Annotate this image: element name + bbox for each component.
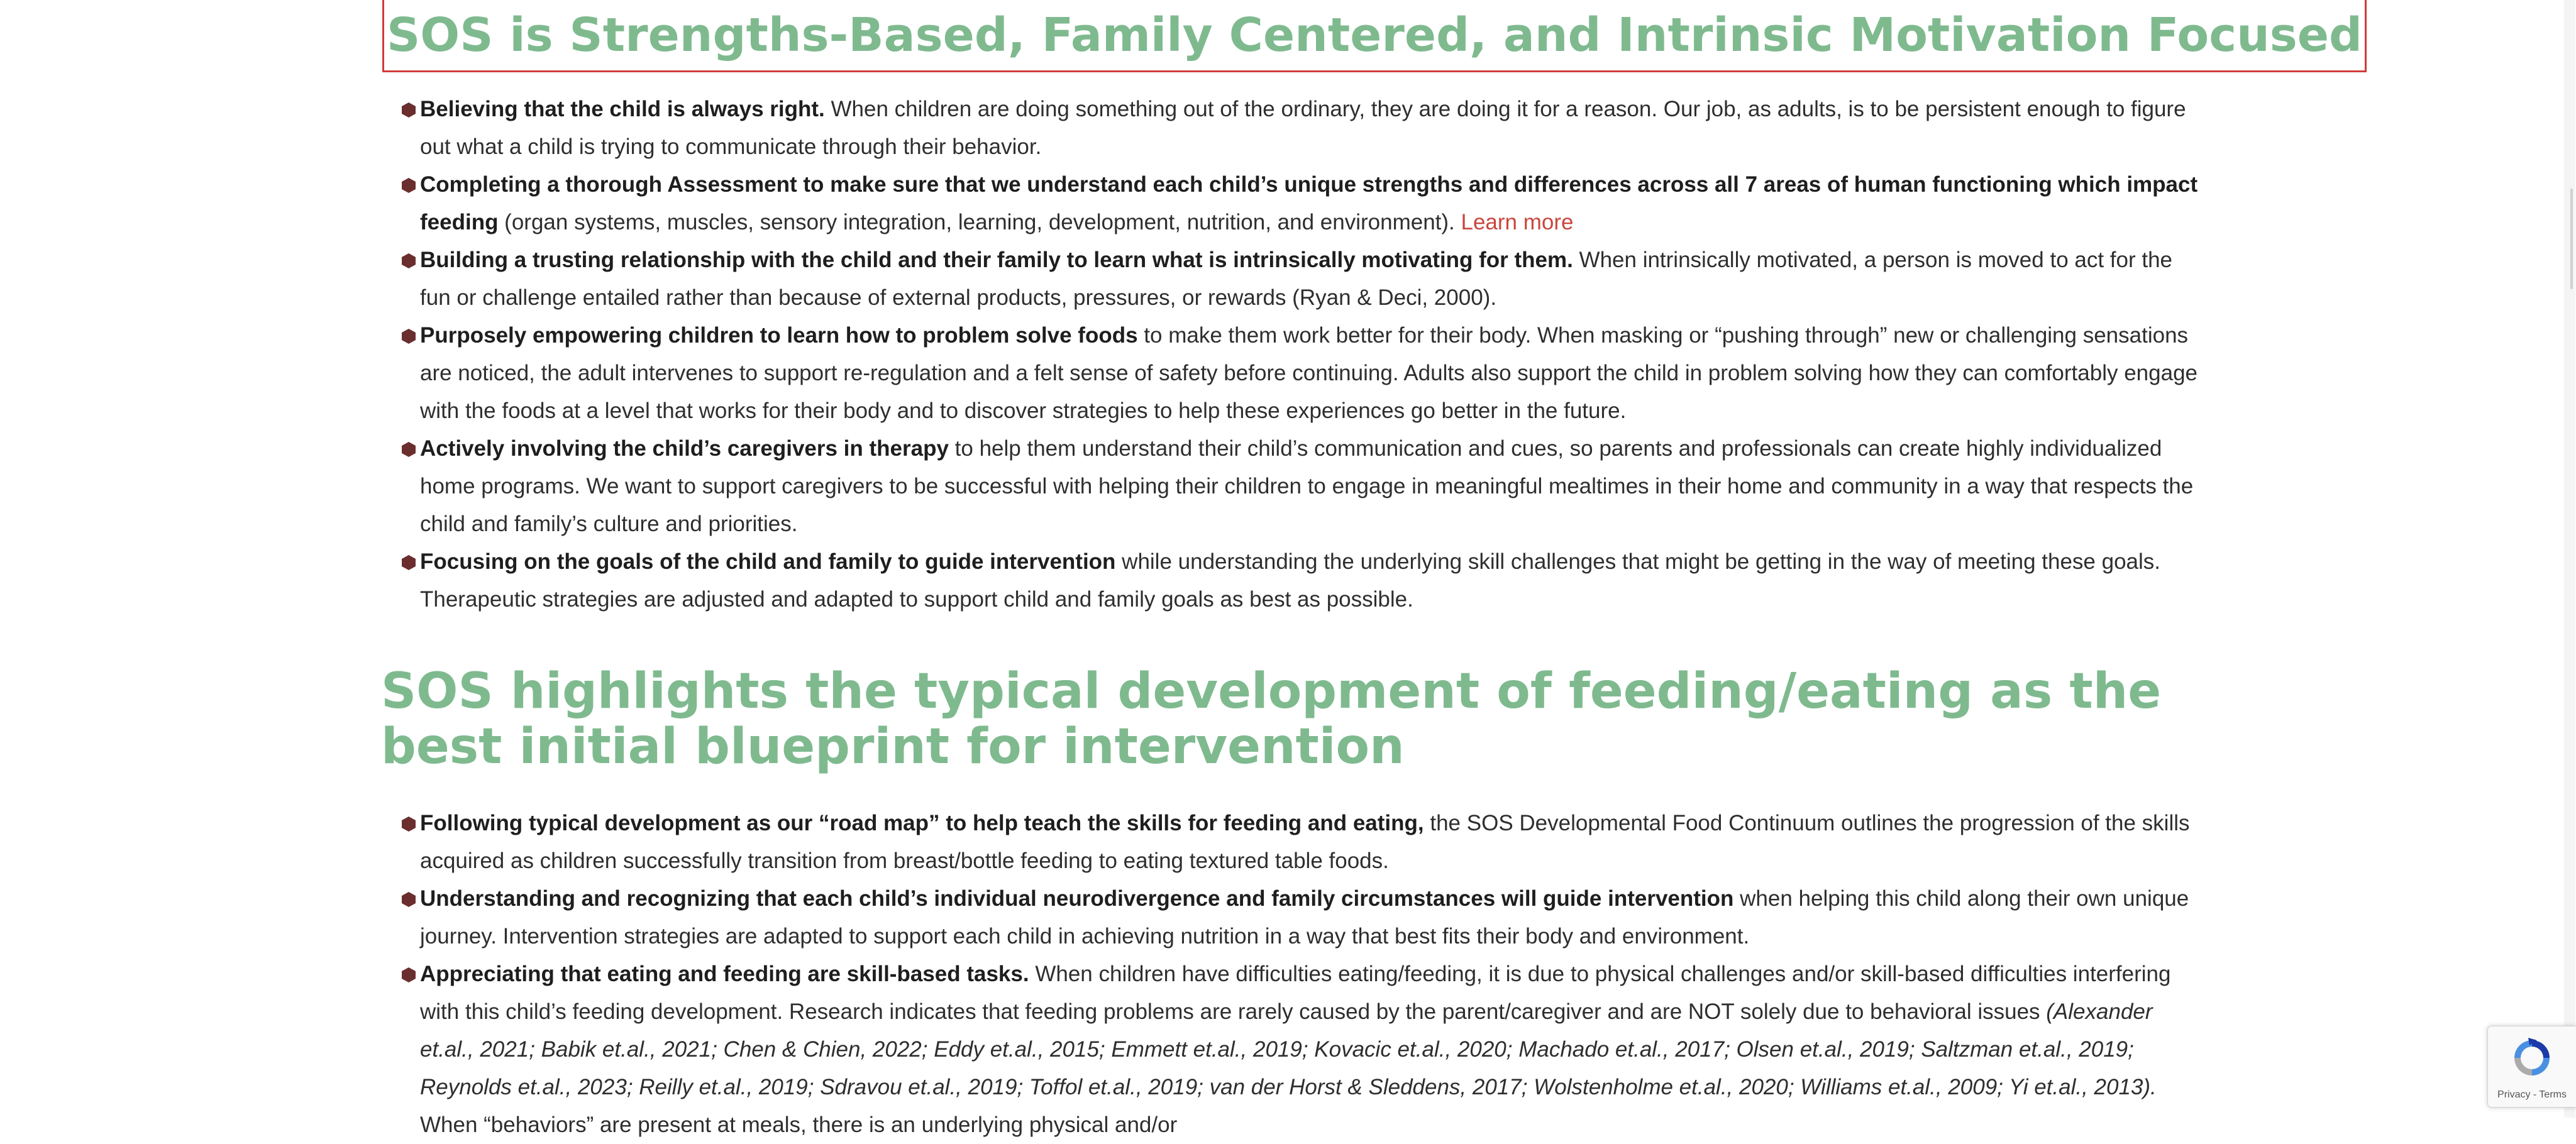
item-text: (organ systems, muscles, sensory integration, learning, development, nutrition, and environment).	[498, 210, 1461, 234]
section-2-list	[401, 805, 2198, 1144]
list-item	[401, 430, 2198, 543]
recaptcha-terms[interactable]: Privacy - Terms	[2497, 1089, 2567, 1100]
item-text: while understanding the underlying skill challenges that might be getting in the way of meeting these goals. Therapeutic strategies are adjusted and adapted to support child and family goals as best as possible.	[420, 549, 2161, 612]
hexagon-bullet-icon	[401, 102, 416, 118]
item-text: When children are doing something out of the ordinary, they are doing it for a reason. Our job, as adults, is to be persistent enough to figure out what a child is trying to communicate through their behavior.	[420, 97, 2186, 159]
item-text: When intrinsically motivated, a person is moved to act for the fun or challenge entailed rather than because of external products, pressures, or rewards (Ryan & Deci, 2000).	[420, 248, 2173, 310]
item-text: to help them understand their child’s communication and cues, so parents and professionals can create highly individualized home programs. We want to support caregivers to be successful with helping their children to engage in meaningful mealtimes in their home and community in a way that respects the child and family’s culture and priorities.	[420, 436, 2194, 536]
item-bold-text: Actively involving the child’s caregivers in therapy	[420, 436, 949, 461]
item-text: when helping this child along their own unique journey. Intervention strategies are adapted to support each child in achieving nutrition in a way that best fits their body and environment.	[420, 886, 2189, 949]
hexagon-bullet-icon	[401, 441, 416, 458]
list-item	[401, 805, 2198, 880]
item-text: to make them work better for their body. When masking or “pushing through” new or challenging sensations are noticed, the adult intervenes to support re-regulation and a felt sense of safety before continuing. Adults also support the child in problem solving how they can comfortably engage with the foods at a level that works for their body and to discover strategies to help these experiences go better in the future.	[420, 323, 2198, 423]
item-bold-text: Appreciating that eating and feeding are skill-based tasks.	[420, 962, 1029, 986]
scrollbar-thumb[interactable]	[2570, 189, 2573, 289]
section-1-list	[401, 91, 2198, 619]
hexagon-bullet-icon	[401, 816, 416, 832]
main-content	[381, 0, 2363, 1137]
section-2-heading: SOS highlights the typical development of feeding/eating as the best initial blueprint for intervention	[381, 663, 2162, 775]
list-item	[401, 166, 2198, 241]
item-text-tail: When “behaviors” are present at meals, there is an underlying physical and/or	[420, 1113, 1178, 1137]
hexagon-bullet-icon	[401, 891, 416, 908]
hexagon-bullet-icon	[401, 554, 416, 571]
list-item	[401, 955, 2198, 1144]
list-item	[401, 317, 2198, 430]
hexagon-bullet-icon	[401, 967, 416, 983]
item-bold-text: Following typical development as our “road map” to help teach the skills for feeding and eating,	[420, 811, 1424, 835]
list-item	[401, 241, 2198, 317]
item-bold-text: Building a trusting relationship with the child and their family to learn what is intrinsically motivating for them.	[420, 248, 1573, 272]
hexagon-bullet-icon	[401, 328, 416, 344]
item-citations: (Alexander et.al., 2021; Babik et.al., 2021; Chen & Chien, 2022; Eddy et.al., 2015; Emmett et.al., 2019; Kovacic et.al., 2020; Machado et.al., 2017; Olsen et.al., 2019; Saltzman et.al., 2019; Reynolds et.al., 2023; Reilly et.al., 2019; Sdravou et.al., 2019; Toffol et.al., 2019; van der Horst & Sleddens, 2017; Wolstenholme et.al., 2020; Williams et.al., 2009; Yi et.al., 2013).	[420, 999, 2157, 1099]
item-bold-text: Understanding and recognizing that each child’s individual neurodivergence and family circumstances will guide intervention	[420, 886, 1734, 911]
learn-more-link[interactable]: Learn more	[1461, 210, 1574, 234]
recaptcha-badge[interactable]	[2487, 1026, 2576, 1108]
item-bold-text: Completing a thorough Assessment to make sure that we understand each child’s unique strengths and differences across all 7 areas of human functioning which impact feeding	[420, 172, 2198, 234]
list-item	[401, 880, 2198, 955]
item-bold-text: Purposely empowering children to learn how to problem solve foods	[420, 323, 1138, 348]
item-bold-text: Believing that the child is always right.	[420, 97, 825, 121]
list-item	[401, 543, 2198, 619]
hexagon-bullet-icon	[401, 177, 416, 194]
hexagon-bullet-icon	[401, 253, 416, 269]
page-scrollbar[interactable]	[2564, 0, 2575, 1118]
item-bold-text: Focusing on the goals of the child and family to guide intervention	[420, 549, 1116, 574]
recaptcha-logo-icon	[2509, 1035, 2555, 1081]
item-text: the SOS Developmental Food Continuum outlines the progression of the skills acquired as children successfully transition from breast/bottle feeding to eating textured table foods.	[420, 811, 2190, 873]
section-1-heading: SOS is Strengths-Based, Family Centered, and Intrinsic Motivation Focused	[382, 0, 2367, 72]
list-item	[401, 91, 2198, 166]
item-text: When children have difficulties eating/feeding, it is due to physical challenges and/or skill-based difficulties interfering with this child’s feeding development. Research indicates that feeding problems are rarely caused by the parent/caregiver and are NOT solely due to behavioral issues	[420, 962, 2171, 1024]
